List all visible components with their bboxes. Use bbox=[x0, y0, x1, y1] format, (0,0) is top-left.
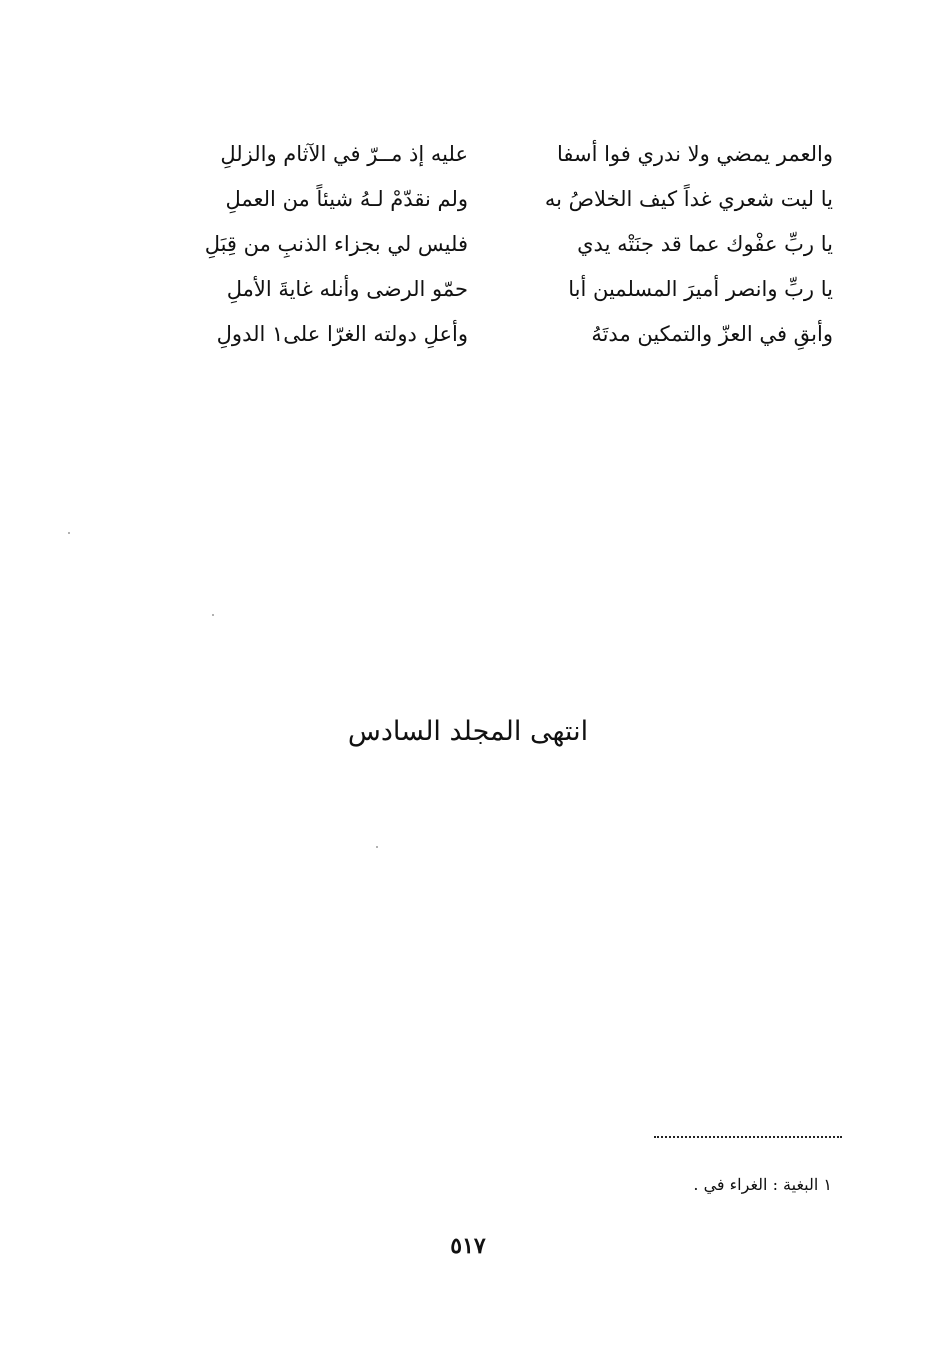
verse-second-hemistich: حمّو الرضى وأنله غايةَ الأملِ bbox=[226, 277, 468, 301]
verse-first-hemistich: والعمر يمضي ولا ندري فوا أسفا bbox=[556, 142, 833, 166]
footnote-divider bbox=[654, 1136, 842, 1138]
scan-speck bbox=[68, 532, 70, 534]
poem-block bbox=[148, 132, 833, 357]
volume-end-note: انتهى المجلد السادس bbox=[347, 716, 589, 747]
verse-first-hemistich: يا ربِّ وانصر أميرَ المسلمين أبا bbox=[568, 277, 833, 301]
footnote: ١ البغية : الغراء في . bbox=[693, 1175, 832, 1194]
verse-line bbox=[148, 267, 833, 312]
verse-second-hemistich: ولم نقدّمْ لـهُ شيئاً من العملِ bbox=[225, 187, 468, 211]
verse-line bbox=[148, 312, 833, 357]
verse-first-hemistich: يا ربِّ عفْوك عما قد جنَتْه يدي bbox=[577, 232, 833, 256]
scan-speck bbox=[212, 614, 214, 616]
scan-speck bbox=[376, 846, 378, 848]
verse-second-hemistich: عليه إذ مــرّ في الآثام والزللِ bbox=[220, 142, 468, 166]
verse-first-hemistich: يا ليت شعري غداً كيف الخلاصُ به bbox=[544, 187, 833, 211]
page-number: ٥١٧ bbox=[450, 1233, 486, 1259]
verse-first-hemistich: وأبقِ في العزّ والتمكين مدتَهُ bbox=[591, 322, 833, 346]
verse-line bbox=[148, 177, 833, 222]
verse-line bbox=[148, 222, 833, 267]
verse-second-hemistich: وأعلِ دولته الغرّا على١ الدولِ bbox=[216, 322, 468, 346]
verse-line bbox=[148, 132, 833, 177]
verse-second-hemistich: فليس لي بجزاء الذنبِ من قِبَلِ bbox=[204, 232, 468, 256]
